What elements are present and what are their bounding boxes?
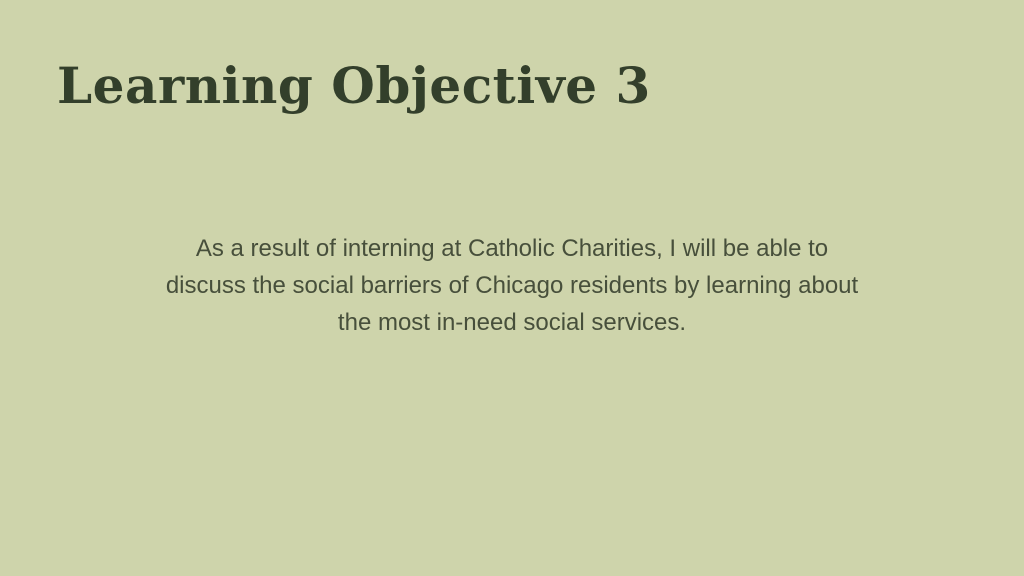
slide-title: Learning Objective 3 <box>57 56 651 115</box>
body-line-1: As a result of interning at Catholic Charities, I will be able to <box>195 235 829 262</box>
body-line-2: discuss the social barriers of Chicago residents by learning about <box>165 272 859 299</box>
body-line-3: the most in-need social services. <box>337 309 687 336</box>
slide-body-paragraph <box>0 230 1024 341</box>
